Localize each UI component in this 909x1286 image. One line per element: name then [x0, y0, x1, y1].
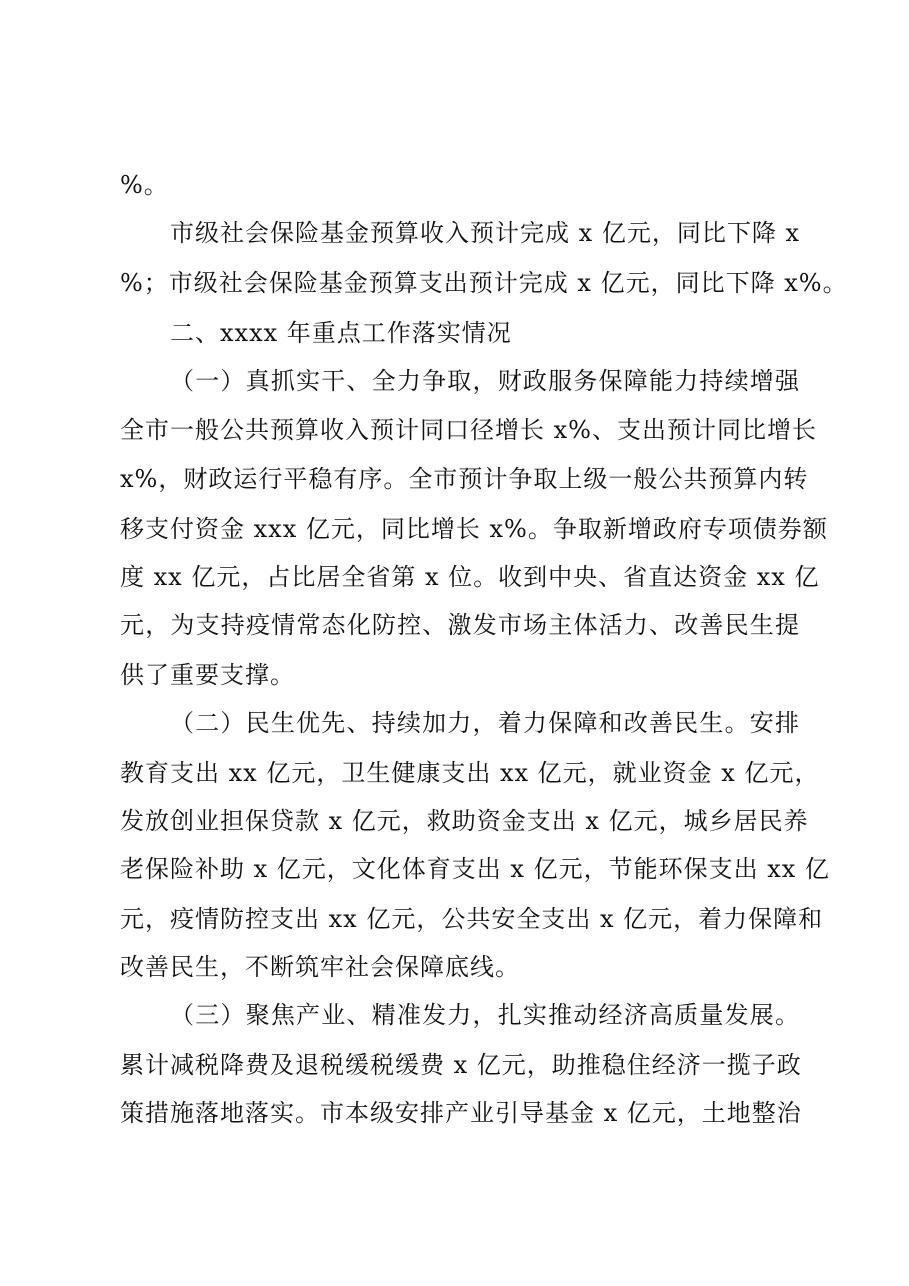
- text-line-15: 老保险补助 x 亿元，文化体育支出 x 亿元，节能环保支出 xx 亿: [120, 855, 830, 883]
- text-line-13: 教育支出 xx 亿元，卫生健康支出 xx 亿元，就业资金 x 亿元，: [120, 759, 820, 787]
- text-line-20: 策措施落地落实。市本级安排产业引导基金 x 亿元，土地整治: [120, 1099, 802, 1127]
- subsection-heading-2: （二）民生优先、持续加力，着力保障和改善民生。安排: [170, 709, 800, 737]
- text-line-3: %；市级社会保险基金预算支出预计完成 x 亿元，同比下降 x%。: [120, 269, 848, 297]
- subsection-heading-3: （三）聚焦产业、精准发力，扎实推动经济高质量发展。: [170, 1001, 800, 1029]
- text-line-2: 市级社会保险基金预算收入预计完成 x 亿元，同比下降 x: [170, 219, 800, 247]
- text-line-10: 元，为支持疫情常态化防控、激发市场主体活力、改善民生提: [120, 611, 800, 639]
- section-heading: 二、xxxx 年重点工作落实情况: [170, 319, 512, 347]
- text-line-17: 改善民生，不断筑牢社会保障底线。: [120, 953, 520, 981]
- text-line-14: 发放创业担保贷款 x 亿元，救助资金支出 x 亿元，城乡居民养: [120, 807, 809, 835]
- subsection-heading-1: （一）真抓实干、全力争取，财政服务保障能力持续增强: [170, 367, 800, 395]
- text-line-16: 元，疫情防控支出 xx 亿元，公共安全支出 x 亿元，着力保障和: [120, 905, 824, 933]
- text-line-9: 度 xx 亿元，占比居全省第 x 位。收到中央、省直达资金 xx 亿: [120, 563, 820, 591]
- text-line-7: x%，财政运行平稳有序。全市预计争取上级一般公共预算内转: [120, 465, 809, 493]
- text-line-1: %。: [120, 171, 169, 199]
- text-line-6: 全市一般公共预算收入预计同口径增长 x%、支出预计同比增长: [120, 416, 817, 444]
- text-line-19: 累计减税降费及退税缓税缓费 x 亿元，助推稳住经济一揽子政: [120, 1051, 802, 1079]
- text-line-11: 供了重要支撑。: [120, 661, 295, 689]
- text-line-8: 移支付资金 xxx 亿元，同比增长 x%。争取新增政府专项债券额: [120, 515, 828, 543]
